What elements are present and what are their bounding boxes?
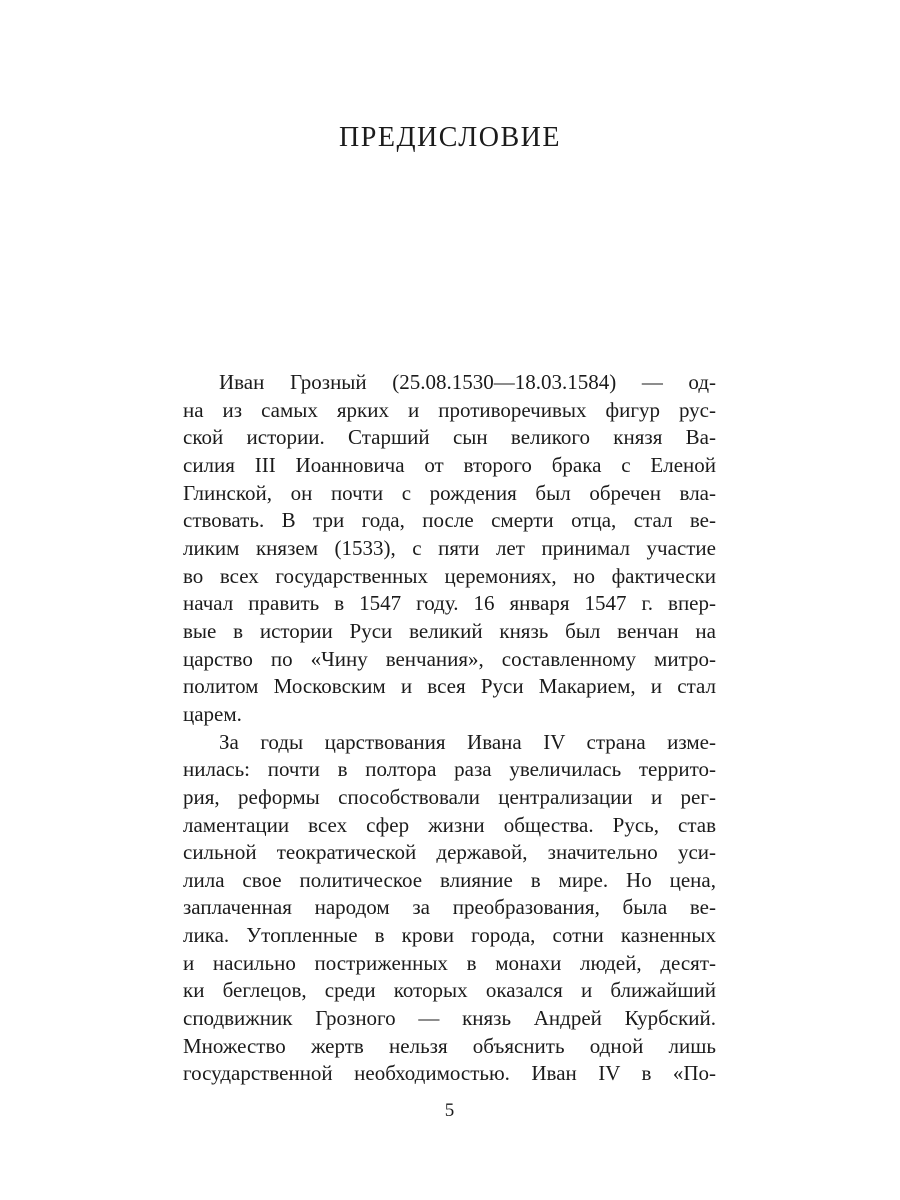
text-line: вые в истории Руси великий князь был венчан на (183, 618, 716, 643)
text-line: начал править в 1547 году. 16 января 1547 г. впер- (183, 591, 716, 616)
text-line: ки беглецов, среди которых оказался и ближайший (183, 978, 716, 1003)
text-line: сильной теократической державой, значительно уси- (183, 840, 716, 865)
text-line: ламентации всех сфер жизни общества. Русь, став (183, 812, 716, 837)
text-line: на из самых ярких и противоречивых фигур рус- (183, 397, 716, 422)
text-line: заплаченная народом за преобразования, была ве- (183, 895, 716, 920)
text-line: ствовать. В три года, после смерти отца, стал ве- (183, 508, 716, 533)
text-line: лика. Утопленные в крови города, сотни казненных (183, 923, 716, 948)
text-block (183, 369, 716, 1088)
text-line: Иван Грозный (25.08.1530—18.03.1584) — од- (219, 370, 716, 394)
text-line: рия, реформы способствовали централизации и рег- (183, 784, 716, 809)
text-line: За годы царствования Ивана IV страна изме- (219, 729, 716, 754)
text-line: политом Московским и всея Руси Макарием, и стал (183, 674, 716, 699)
text-line: ской истории. Старший сын великого князя Ва- (183, 425, 716, 450)
text-line: Множество жертв нельзя объяснить одной лишь (183, 1033, 716, 1058)
page-number: 5 (444, 1100, 455, 1121)
text-line: Глинской, он почти с рождения был обречен вла- (183, 480, 716, 505)
text-line: нилась: почти в полтора раза увеличилась террито- (183, 757, 716, 782)
text-line: и насильно постриженных в монахи людей, десят- (183, 950, 716, 975)
text-line: царство по «Чину венчания», составленному митро- (183, 646, 716, 671)
text-line: лила свое политическое влияние в мире. Но цена, (183, 867, 716, 892)
text-line: царем. (183, 701, 242, 726)
text-line: силия III Иоанновича от второго брака с Еленой (183, 452, 716, 477)
text-line: во всех государственных церемониях, но фактически (183, 563, 716, 588)
text-line: ликим князем (1533), с пяти лет принимал участие (183, 535, 716, 560)
text-line: государственной необходимостью. Иван IV в «По- (183, 1061, 716, 1086)
text-line: сподвижник Грозного — князь Андрей Курбский. (183, 1006, 716, 1031)
chapter-heading: ПРЕДИСЛОВИЕ (339, 122, 561, 153)
